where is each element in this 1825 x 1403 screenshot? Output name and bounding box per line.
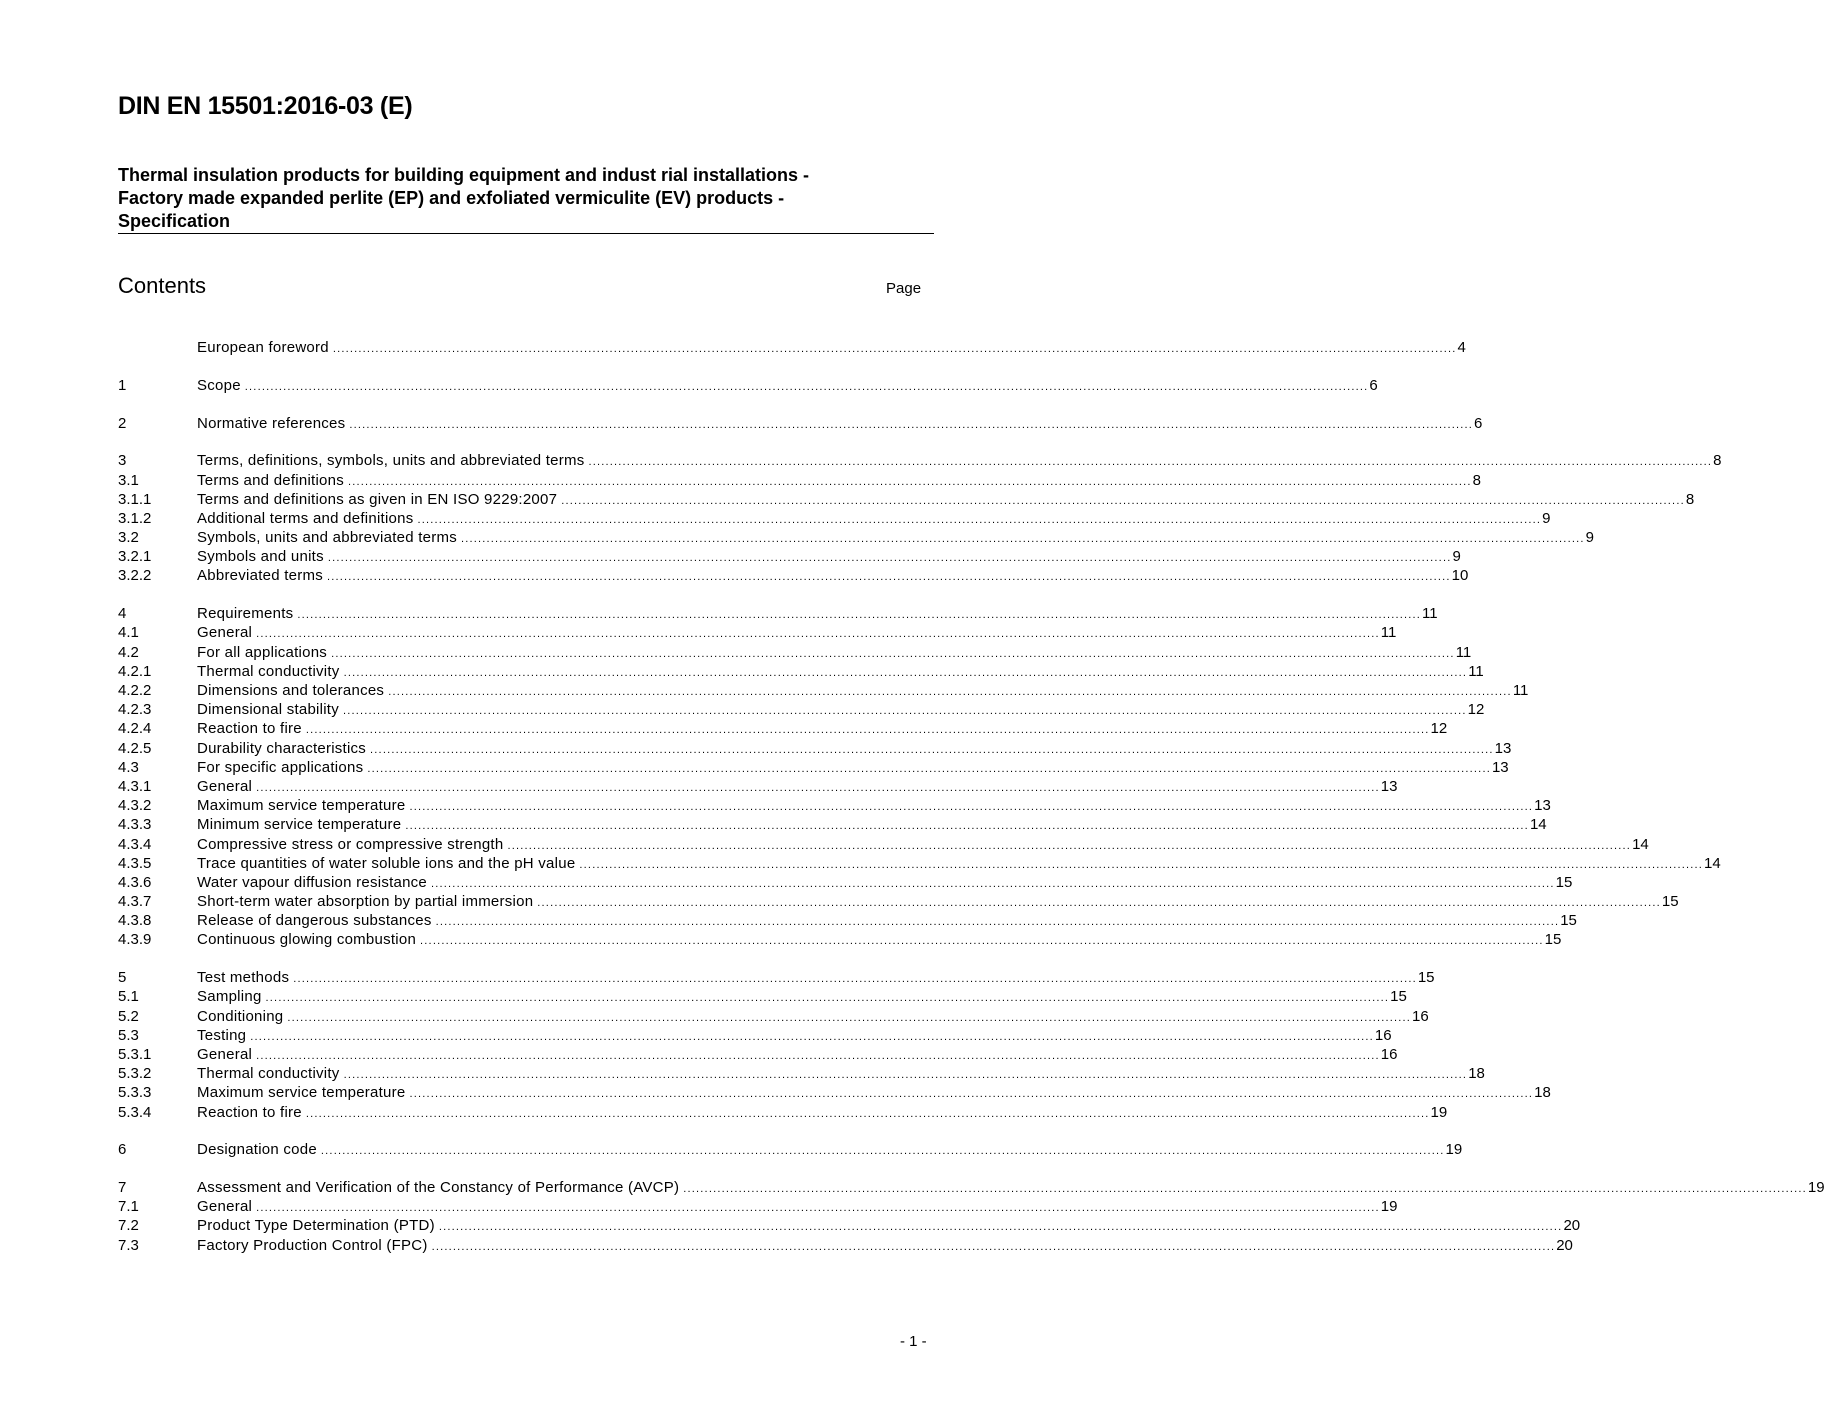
toc-entry-title: European foreword (197, 339, 329, 356)
toc-entry-page: 20 (1563, 1217, 1581, 1235)
toc-entry-title: Conditioning (197, 1007, 284, 1025)
toc-entry[interactable] (118, 1178, 1825, 1197)
toc-dot-leader: ........................................................................................................................................................................................................................................................................ (349, 418, 1474, 431)
toc-dot-leader: ........................................................................................................................................................................................................................................................................ (507, 839, 1632, 852)
toc-entry-page: 13 (1494, 739, 1512, 757)
toc-entry[interactable] (118, 796, 1551, 815)
toc-dot-leader: ........................................................................................................................................................................................................................................................................ (265, 992, 1390, 1005)
title-line: Specification (118, 211, 231, 231)
toc-entry-title: Reaction to fire (197, 720, 302, 738)
toc-entry[interactable] (118, 681, 1529, 700)
toc-entry-page: 19 (1807, 1179, 1825, 1197)
toc-dot-leader: ........................................................................................................................................................................................................................................................................ (244, 380, 1369, 393)
toc-entry-title: Terms, definitions, symbols, units and abbreviated terms (197, 452, 585, 470)
toc-dot-leader: ........................................................................................................................................................................................................................................................................ (420, 935, 1544, 948)
toc-entry-number: 4.3.6 (118, 873, 152, 891)
toc-entry-number: 3.1 (118, 471, 139, 489)
toc-dot-leader: ........................................................................................................................................................................................................................................................................ (327, 552, 1452, 565)
toc-entry-title: Release of dangerous substances (197, 912, 432, 930)
toc-entry-number: 4.3.4 (118, 835, 152, 853)
toc-entry-page: 4 (1457, 339, 1466, 356)
toc-entry-number: 3.2 (118, 529, 139, 547)
toc-dot-leader: ........................................................................................................................................................................................................................................................................ (305, 1107, 1430, 1120)
toc-entry[interactable] (118, 892, 1679, 911)
toc-entry-number: 4.3.9 (118, 931, 152, 949)
toc-entry-number: 4.2.2 (118, 682, 152, 699)
toc-dot-leader: ........................................................................................................................................................................................................................................................................ (256, 628, 1380, 641)
toc-dot-leader: ........................................................................................................................................................................................................................................................................ (409, 801, 1534, 814)
title-line: Factory made expanded perlite (EP) and exfoliated vermiculite (EV) products - (118, 188, 785, 208)
toc-entry[interactable] (118, 815, 1547, 834)
toc-entry[interactable] (118, 1236, 1573, 1255)
toc-dot-leader: ........................................................................................................................................................................................................................................................................ (326, 571, 1451, 584)
toc-entry-page: 16 (1412, 1007, 1429, 1025)
toc-entry-page: 19 (1430, 1103, 1448, 1121)
toc-entry-title: Short-term water absorption by partial immersion (197, 893, 534, 911)
toc-dot-leader: ........................................................................................................................................................................................................................................................................ (256, 781, 1380, 794)
toc-entry[interactable] (118, 719, 1448, 738)
toc-entry-title: Normative references (197, 414, 346, 432)
toc-entry-number: 6 (118, 1141, 127, 1159)
toc-entry-number: 4 (118, 605, 127, 623)
toc-entry-title: Maximum service temperature (197, 1084, 406, 1102)
toc-entry-number: 4.3.5 (118, 854, 152, 872)
toc-entry-page: 16 (1374, 1026, 1392, 1044)
toc-entry-title: Maximum service temperature (197, 797, 406, 815)
toc-entry-title: For all applications (197, 643, 328, 661)
toc-entry-page: 14 (1529, 816, 1547, 834)
toc-entry-number: 5.3.3 (118, 1084, 152, 1102)
toc-entry-page: 16 (1380, 1045, 1398, 1063)
toc-entry[interactable] (118, 930, 1562, 949)
toc-entry-page: 15 (1417, 969, 1435, 987)
toc-entry-title: Abbreviated terms (197, 567, 323, 585)
toc-entry-page: 19 (1445, 1141, 1463, 1159)
toc-entry-number: 5.3.2 (118, 1065, 152, 1083)
contents-heading: Contents (118, 273, 207, 298)
toc-entry-number: 4.2.3 (118, 701, 152, 719)
toc-entry-number: 1 (118, 376, 127, 394)
toc-entry[interactable] (118, 758, 1509, 777)
toc-dot-leader: ........................................................................................................................................................................................................................................................................ (388, 686, 1512, 698)
toc-entry-page: 18 (1534, 1084, 1551, 1102)
toc-entry-page: 12 (1467, 701, 1485, 719)
toc-entry-page: 9 (1452, 548, 1461, 566)
toc-entry-number: 4.2.5 (118, 739, 152, 757)
toc-entry-title: General (197, 1198, 253, 1216)
toc-entry-title: Symbols and units (197, 548, 324, 566)
toc-dot-leader: ........................................................................................................................................................................................................................................................................ (438, 1221, 1563, 1234)
toc-dot-leader: ........................................................................................................................................................................................................................................................................ (305, 724, 1430, 737)
toc-entry[interactable] (118, 1064, 1485, 1083)
document-title (118, 164, 938, 233)
toc-dot-leader: ........................................................................................................................................................................................................................................................................ (431, 1240, 1556, 1253)
toc-entry[interactable] (118, 1197, 1398, 1216)
toc-entry[interactable] (118, 1083, 1551, 1102)
toc-entry[interactable] (118, 623, 1397, 642)
toc-entry-number: 3.1.1 (118, 490, 152, 508)
toc-entry[interactable] (118, 987, 1407, 1006)
toc-entry-number: 7 (118, 1179, 127, 1197)
toc-entry-page: 11 (1512, 682, 1529, 699)
toc-entry-number: 4.3.7 (118, 893, 152, 911)
toc-entry-page: 19 (1380, 1198, 1398, 1216)
toc-section-group (118, 1178, 1825, 1255)
toc-entry-number: 3.2.1 (118, 548, 152, 566)
toc-entry[interactable] (118, 1103, 1448, 1122)
toc-section-group (118, 604, 1721, 949)
toc-entry-page: 9 (1542, 509, 1551, 527)
toc-entry-page: 8 (1472, 471, 1481, 489)
toc-entry-title: Sampling (197, 988, 262, 1006)
toc-entry-number: 4.2.1 (118, 662, 152, 680)
toc-entry-title: Terms and definitions (197, 471, 344, 489)
toc-entry[interactable] (118, 1140, 1463, 1159)
toc-dot-leader: ........................................................................................................................................................................................................................................................................ (342, 705, 1467, 718)
toc-entry-page: 8 (1713, 452, 1722, 470)
document-id: DIN EN 15501:2016-03 (E) (118, 92, 413, 120)
toc-entry[interactable] (118, 509, 1551, 528)
toc-entry-title: Minimum service temperature (197, 816, 402, 834)
toc-entry-title: Additional terms and definitions (197, 509, 414, 527)
toc-dot-leader: ........................................................................................................................................................................................................................................................................ (370, 743, 1494, 756)
toc-entry-title: Terms and definitions as given in EN ISO 9229:2007 (197, 490, 558, 508)
toc-entry-page: 14 (1632, 835, 1649, 853)
toc-entry-title: Scope (197, 376, 241, 394)
toc-entry-title: General (197, 1045, 253, 1063)
toc-entry-page: 12 (1430, 720, 1448, 738)
toc-dot-leader: ........................................................................................................................................................................................................................................................................ (561, 494, 1685, 507)
toc-entry-page: 6 (1369, 376, 1378, 394)
toc-entry-number: 4.3.3 (118, 816, 152, 834)
page-column-label: Page (886, 280, 922, 297)
toc-entry[interactable] (118, 777, 1398, 796)
toc-entry-number: 4.3.8 (118, 912, 152, 930)
toc-entry[interactable] (118, 662, 1484, 681)
toc-entry-number: 2 (118, 414, 127, 432)
toc-entry-title: Requirements (197, 605, 294, 623)
toc-entry[interactable] (118, 414, 1483, 433)
toc-dot-leader: ........................................................................................................................................................................................................................................................................ (293, 973, 1417, 986)
toc-entry-title: Thermal conductivity (197, 662, 340, 680)
toc-entry-page: 9 (1585, 529, 1594, 547)
toc-entry-number: 4.3.2 (118, 797, 152, 815)
toc-entry-number: 4.3 (118, 758, 139, 776)
toc-entry-title: Water vapour diffusion resistance (197, 873, 428, 891)
toc-entry-page: 14 (1704, 854, 1721, 872)
toc-entry[interactable] (118, 376, 1378, 395)
page-number: - 1 - (900, 1333, 927, 1350)
toc-entry-title: Continuous glowing combustion (197, 931, 417, 949)
toc-entry-page: 15 (1560, 912, 1577, 930)
toc-entry[interactable] (118, 1216, 1581, 1235)
toc-entry[interactable] (118, 338, 1466, 357)
toc-entry-number: 7.1 (118, 1198, 139, 1216)
toc-dot-leader: ........................................................................................................................................................................................................................................................................ (256, 1202, 1380, 1215)
toc-entry[interactable] (118, 835, 1649, 854)
toc-entry-number: 4.2.4 (118, 720, 152, 738)
toc-dot-leader: ........................................................................................................................................................................................................................................................................ (683, 1183, 1807, 1196)
toc-dot-leader: ........................................................................................................................................................................................................................................................................ (460, 533, 1585, 546)
toc-entry[interactable] (118, 566, 1469, 585)
toc-entry-page: 15 (1555, 873, 1573, 891)
toc-entry-number: 5.3.4 (118, 1103, 152, 1121)
toc-dot-leader: ........................................................................................................................................................................................................................................................................ (367, 762, 1491, 775)
toc-dot-leader: ........................................................................................................................................................................................................................................................................ (343, 666, 1468, 679)
toc-dot-leader: ........................................................................................................................................................................................................................................................................ (588, 456, 1713, 469)
toc-entry-page: 15 (1544, 931, 1562, 949)
toc-entry[interactable] (118, 873, 1573, 892)
toc-entry-number: 5.3.1 (118, 1045, 152, 1063)
title-line: Thermal insulation products for building equipment and indust rial installations - (118, 165, 810, 185)
toc-entry[interactable] (118, 604, 1438, 623)
toc-entry-number: 5.2 (118, 1007, 139, 1025)
toc-entry-number: 3.1.2 (118, 509, 152, 527)
toc-entry-title: Compressive stress or compressive strength (197, 835, 504, 853)
toc-entry-page: 15 (1390, 988, 1407, 1006)
toc-entry[interactable] (118, 739, 1512, 758)
toc-entry-page: 11 (1380, 624, 1397, 642)
toc-entry-title: Reaction to fire (197, 1103, 302, 1121)
toc-entry-number: 5.3 (118, 1026, 139, 1044)
toc-dot-leader: ........................................................................................................................................................................................................................................................................ (256, 1049, 1380, 1062)
toc-dot-leader: ........................................................................................................................................................................................................................................................................ (320, 1145, 1445, 1158)
toc-entry-page: 6 (1474, 414, 1483, 432)
toc-dot-leader: ........................................................................................................................................................................................................................................................................ (537, 897, 1661, 910)
toc-entry-title: General (197, 624, 253, 642)
toc-entry-number: 5 (118, 969, 127, 987)
toc-entry-title: Testing (197, 1026, 247, 1044)
toc-dot-leader: ........................................................................................................................................................................................................................................................................ (287, 1011, 1412, 1024)
toc-entry-page: 11 (1455, 643, 1472, 661)
toc-dot-leader: ........................................................................................................................................................................................................................................................................ (409, 1088, 1534, 1101)
toc-entry[interactable] (118, 451, 1722, 470)
toc-entry-title: Dimensional stability (197, 701, 339, 719)
toc-entry-page: 8 (1685, 490, 1695, 508)
toc-dot-leader: ........................................................................................................................................................................................................................................................................ (331, 647, 1455, 660)
toc-entry-page: 13 (1534, 797, 1551, 815)
toc-entry-title: Assessment and Verification of the Constancy of Performance (AVCP) (197, 1179, 680, 1197)
toc-entry[interactable] (118, 968, 1435, 987)
toc-entry-number: 7.2 (118, 1217, 139, 1235)
toc-entry[interactable] (118, 911, 1577, 930)
toc-entry-title: Dimensions and tolerances (197, 682, 385, 699)
toc-entry[interactable] (118, 854, 1721, 873)
toc-section-group (118, 338, 1466, 357)
toc-entry-page: 10 (1451, 567, 1469, 585)
table-of-contents (118, 338, 1825, 1273)
toc-entry-number: 4.1 (118, 624, 139, 642)
toc-entry[interactable] (118, 547, 1461, 566)
toc-dot-leader: ........................................................................................................................................................................................................................................................................ (343, 1069, 1468, 1082)
toc-entry-title: Product Type Determination (PTD) (197, 1217, 435, 1235)
toc-dot-leader: ........................................................................................................................................................................................................................................................................ (579, 858, 1704, 871)
toc-entry-page: 11 (1422, 605, 1438, 623)
toc-entry-title: Factory Production Control (FPC) (197, 1236, 428, 1254)
toc-section-group (118, 968, 1551, 1122)
toc-entry-page: 11 (1468, 662, 1484, 680)
toc-dot-leader: ........................................................................................................................................................................................................................................................................ (297, 609, 1422, 622)
toc-entry-title: Thermal conductivity (197, 1065, 340, 1083)
toc-entry-title: Durability characteristics (197, 739, 367, 757)
toc-section-group (118, 376, 1378, 395)
toc-entry-number: 4.3.1 (118, 777, 152, 795)
toc-dot-leader: ........................................................................................................................................................................................................................................................................ (348, 475, 1472, 488)
toc-entry-title: Symbols, units and abbreviated terms (197, 529, 457, 547)
toc-entry-page: 18 (1468, 1065, 1485, 1083)
toc-section-group (118, 1140, 1463, 1159)
toc-entry-number: 3 (118, 452, 127, 470)
toc-entry[interactable] (118, 643, 1472, 662)
title-rule (118, 233, 934, 234)
toc-section-group (118, 451, 1722, 585)
toc-entry-page: 13 (1491, 758, 1509, 776)
toc-entry[interactable] (118, 700, 1485, 719)
toc-entry[interactable] (118, 1026, 1392, 1045)
toc-entry-number: 3.2.2 (118, 567, 152, 585)
toc-entry-title: For specific applications (197, 758, 364, 776)
toc-entry-title: Designation code (197, 1141, 317, 1159)
toc-entry[interactable] (118, 1045, 1398, 1064)
toc-entry-title: General (197, 777, 253, 795)
toc-entry-title: Trace quantities of water soluble ions and the pH value (197, 854, 576, 872)
toc-entry-page: 20 (1556, 1236, 1573, 1254)
toc-entry[interactable] (118, 528, 1594, 547)
toc-entry[interactable] (118, 490, 1695, 509)
toc-entry-page: 15 (1661, 893, 1679, 911)
toc-entry-title: Test methods (197, 969, 290, 987)
toc-dot-leader: ........................................................................................................................................................................................................................................................................ (332, 343, 1457, 355)
toc-entry[interactable] (118, 471, 1481, 490)
toc-section-group (118, 414, 1483, 433)
toc-dot-leader: ........................................................................................................................................................................................................................................................................ (417, 513, 1542, 526)
toc-entry-number: 4.2 (118, 643, 139, 661)
toc-entry-number: 5.1 (118, 988, 139, 1006)
toc-dot-leader: ........................................................................................................................................................................................................................................................................ (405, 820, 1529, 833)
toc-entry-number: 7.3 (118, 1236, 139, 1254)
toc-entry-page: 13 (1380, 777, 1398, 795)
toc-dot-leader: ........................................................................................................................................................................................................................................................................ (250, 1030, 1374, 1043)
toc-dot-leader: ........................................................................................................................................................................................................................................................................ (431, 877, 1555, 890)
toc-entry[interactable] (118, 1007, 1429, 1026)
toc-dot-leader: ........................................................................................................................................................................................................................................................................ (435, 916, 1560, 929)
